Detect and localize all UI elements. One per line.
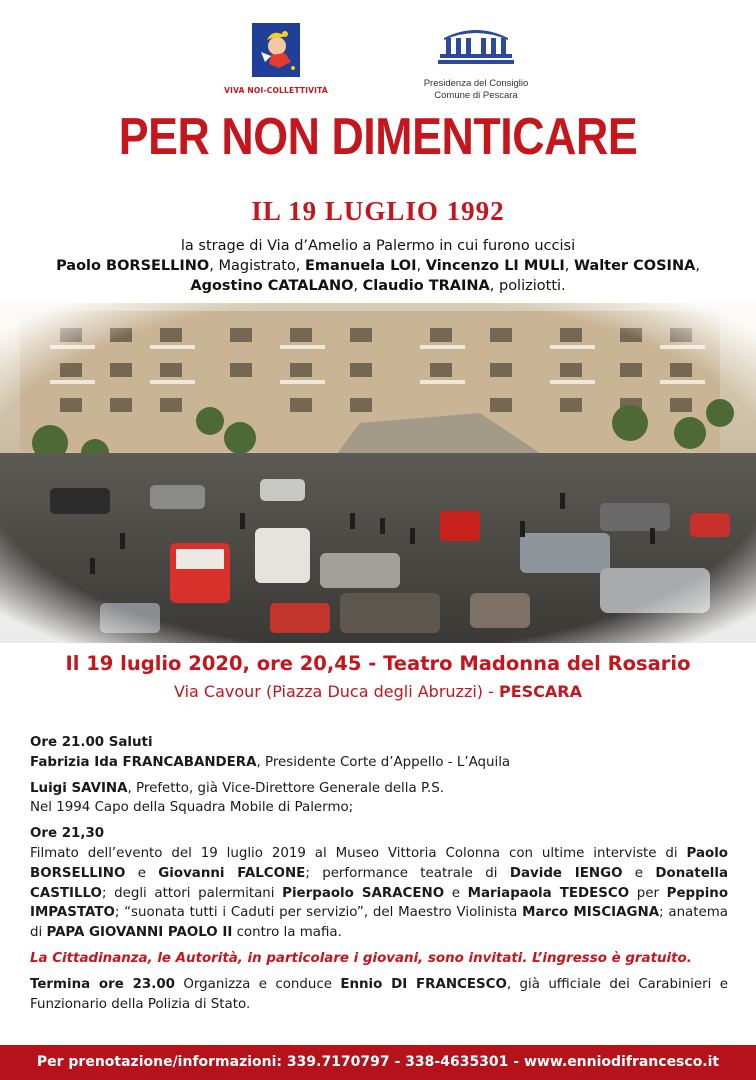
victim-name: Vincenzo LI MULI	[425, 258, 565, 274]
intro-text	[0, 236, 756, 296]
organizer-name: Ennio DI FRANCESCO	[340, 976, 507, 992]
victim-role: , Magistrato,	[209, 258, 305, 274]
text: e	[622, 865, 656, 881]
comune-pescara-logo	[408, 26, 544, 102]
text: ; degli attori palermitani	[101, 885, 283, 901]
viva-noi-logo	[218, 22, 334, 95]
person-name: Donatella CASTILLO	[30, 865, 728, 901]
person-name: Pierpaolo SARACENO	[282, 885, 445, 901]
separator: ,	[564, 258, 574, 274]
end-time: Termina ore 23.00	[30, 976, 175, 992]
text: contro la mafia.	[232, 925, 342, 941]
speaker-name: Luigi SAVINA	[30, 780, 128, 796]
event-address-street: Via Cavour (Piazza Duca degli Abruzzi) -	[174, 682, 499, 701]
program-time-label: Ore 21,30	[30, 826, 105, 842]
person-name: Marco MISCIAGNA	[522, 905, 660, 921]
viva-noi-logo-icon	[251, 22, 301, 78]
speaker-name: Fabrizia Ida FRANCABANDERA	[30, 754, 257, 770]
person-name: Peppino IMPASTATO	[30, 885, 729, 921]
separator: ,	[416, 258, 426, 274]
program-description	[30, 844, 728, 943]
intro-line2	[0, 256, 756, 276]
person-name: Giovanni FALCONE	[158, 865, 306, 881]
comune-caption	[408, 78, 544, 102]
comune-caption-line1: Presidenza del Consiglio	[423, 78, 529, 89]
victim-name: Agostino CATALANO	[190, 278, 354, 294]
event-address	[0, 682, 756, 701]
victim-name: Walter COSINA	[573, 258, 696, 274]
intro-line1: la strage di Via d’Amelio a Palermo in cui furono uccisi	[180, 238, 576, 254]
poster-date: IL 19 LUGLIO 1992	[251, 196, 505, 226]
program-block-2-title	[30, 824, 728, 844]
speaker-line	[30, 779, 728, 799]
event-address-city: PESCARA	[498, 682, 582, 701]
victim-name: Emanuela LOI	[304, 258, 417, 274]
person-name: Davide IENGO	[509, 865, 623, 881]
program-block-1-title	[30, 733, 728, 753]
speaker-role: , Presidente Corte d’Appello - L’Aquila	[256, 754, 511, 770]
speaker-line	[30, 753, 728, 773]
person-name: PAPA GIOVANNI PAOLO II	[46, 925, 233, 941]
speaker-role: , Prefetto, già Vice-Direttore Generale della P.S.	[127, 780, 444, 796]
council-building-icon	[436, 26, 516, 68]
comune-caption-line2: Comune di Pescara	[434, 90, 518, 101]
person-name: Paolo BORSELLINO	[30, 845, 728, 881]
massacre-photo	[0, 303, 756, 643]
closing-note	[30, 975, 728, 1015]
text: , già ufficiale dei Carabinieri e Funzionario della Polizia di Stato.	[30, 976, 728, 1012]
intro-line3	[0, 276, 756, 296]
text: e	[125, 865, 159, 881]
text: Filmato dell’evento del 19 luglio 2019 al Museo Vittoria Colonna con ultime interviste di	[30, 845, 687, 861]
text: per	[629, 885, 667, 901]
person-name: Mariapaola TEDESCO	[467, 885, 630, 901]
viva-noi-caption: VIVA NOI-COLLETTIVITÀ	[224, 86, 328, 95]
separator: ,	[695, 258, 700, 274]
victim-role: , poliziotti.	[489, 278, 566, 294]
victim-name: Paolo BORSELLINO	[56, 258, 210, 274]
text: e	[444, 885, 468, 901]
text: ; performance teatrale di	[305, 865, 510, 881]
text: Organizza e conduce	[174, 976, 341, 992]
victim-name: Claudio TRAINA	[362, 278, 490, 294]
program	[30, 733, 728, 1014]
event-datetime-venue: Il 19 luglio 2020, ore 20,45 - Teatro Madonna del Rosario	[65, 652, 691, 675]
invitation-note: La Cittadinanza, le Autorità, in particolare i giovani, sono invitati. L’ingresso è gratuito.	[30, 950, 692, 966]
poster-title: PER NON DIMENTICARE	[118, 108, 638, 166]
separator: ,	[353, 278, 363, 294]
speaker-role-continued: Nel 1994 Capo della Squadra Mobile di Palermo;	[30, 800, 354, 816]
text: ; anatema di	[30, 905, 729, 941]
program-time-label: Ore 21.00 Saluti	[30, 735, 153, 750]
contact-footer: Per prenotazione/informazioni: 339.7170797 - 338-4635301 - www.enniodifrancesco.it	[0, 1045, 756, 1080]
text: ; “suonata tutti i Caduti per servizio”, del Maestro Violinista	[114, 905, 523, 921]
